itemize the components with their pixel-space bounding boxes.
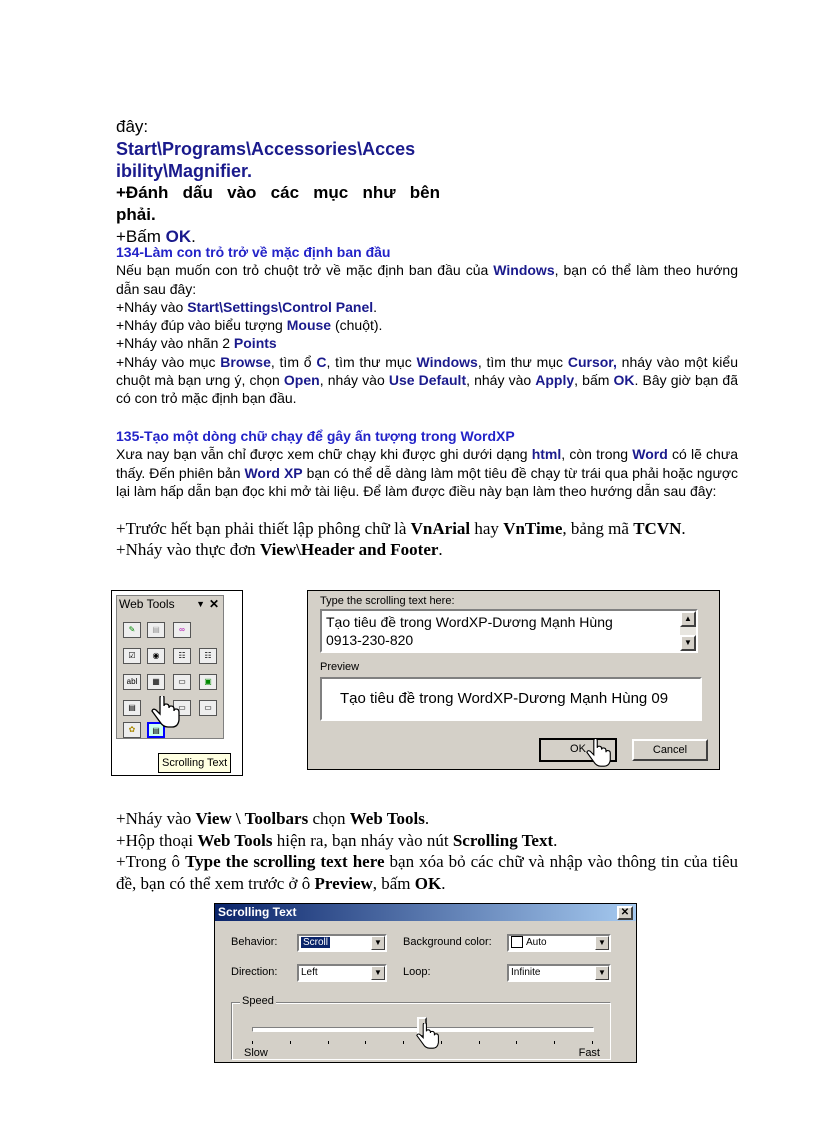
serif-steps-2 (116, 808, 738, 894)
dropdown-arrow-icon[interactable]: ▼ (196, 599, 205, 609)
list-item: +Nháy vào Start\Settings\Control Panel. (116, 298, 378, 315)
section-heading: 135-Tạo một dòng chữ chạy để gây ấn tượng trong WordXP (116, 428, 515, 444)
direction-select[interactable]: Left ▼ (297, 964, 387, 982)
ok-button[interactable]: OK (540, 739, 616, 761)
textbox-icon[interactable]: abl (123, 674, 141, 690)
list-item: +Nháy vào nhãn 2 Points (116, 335, 277, 352)
path-line: ibility\Magnifier. (116, 161, 253, 181)
image-submit-icon[interactable]: ▣ (199, 674, 217, 690)
hand-cursor-icon (151, 696, 181, 730)
speed-tick (365, 1041, 366, 1044)
speed-tick (328, 1041, 329, 1044)
loop-select[interactable]: Infinite ▼ (507, 964, 611, 982)
properties-icon[interactable]: ▤ (147, 622, 165, 638)
loop-label: Loop: (403, 966, 431, 978)
scrolling-text-dialog (214, 903, 637, 1063)
cancel-button[interactable]: Cancel (632, 739, 708, 761)
dialog-title: Scrolling Text ✕ (215, 904, 636, 921)
serif-steps-1 (116, 518, 738, 560)
speed-tick (592, 1041, 593, 1044)
background-color-label: Background color: (403, 936, 492, 948)
text-line: phải. (116, 205, 156, 224)
paragraph: Xưa nay bạn vẫn chỉ được xem chữ chạy khi được ghi dưới dạng html, còn trong Word có lẽ chưa thấy. Đến phiên bản Word XP bạn có thể dễ dàng làm một tiêu đề chạy từ trái qua phải hoặc ngược lại làm hấp dẫn bạn đọc khi mở tài liệu. Để làm được điều này bạn làm theo hướng dẫn sau đây: (116, 446, 739, 499)
behavior-label: Behavior: (231, 936, 278, 948)
reset-icon[interactable]: ▤ (123, 700, 141, 716)
slow-label: Slow (244, 1047, 268, 1059)
step-line: +Trước hết bạn phải thiết lập phông chữ là VnArial hay VnTime, bảng mã TCVN. (116, 519, 686, 538)
hand-cursor-icon (586, 739, 612, 769)
speed-tick (554, 1041, 555, 1044)
movie-icon[interactable]: ✿ (123, 722, 141, 738)
password-icon[interactable]: ▭ (199, 700, 217, 716)
path-line: Start\Programs\Accessories\Acces (116, 139, 416, 159)
background-color-select[interactable]: Auto ▼ (507, 934, 611, 952)
list-item: +Nháy vào mục Browse, tìm ổ C, tìm thư mục Windows, tìm thư mục Cursor, nháy vào một kiểu chuột mà bạn ưng ý, chọn Open, nháy vào Use Default, nháy vào Apply, bấm OK. Bây giờ bạn đã có con trỏ mặc định bạn đầu. (116, 353, 738, 407)
close-icon[interactable]: ✕ (208, 597, 219, 611)
preview-label: Preview (320, 661, 360, 673)
webtools-title: Web Tools ▼ ✕ (119, 597, 219, 611)
webtools-toolbar (116, 595, 224, 739)
type-text-label: Type the scrolling text here: (320, 595, 455, 607)
text-line: đây: (116, 117, 149, 136)
speed-tick (516, 1041, 517, 1044)
script-icon[interactable]: ∞ (173, 622, 191, 638)
paragraph: Nếu bạn muốn con trỏ chuột trở về mặc định ban đầu của Windows, bạn có thể làm theo hướng dẫn sau đây: (116, 262, 738, 297)
scroll-down-icon[interactable]: ▼ (680, 635, 696, 651)
section-134 (116, 243, 738, 408)
speed-tick (479, 1041, 480, 1044)
hand-cursor-icon (416, 1023, 440, 1051)
scroll-up-icon[interactable]: ▲ (680, 611, 696, 627)
fast-label: Fast (578, 1047, 600, 1059)
textarea-icon[interactable]: ▦ (147, 674, 165, 690)
checkbox-icon[interactable]: ☑ (123, 648, 141, 664)
scroll-text-entry-dialog (307, 590, 720, 770)
close-button[interactable]: ✕ (617, 906, 633, 920)
dropdown-box-icon[interactable]: ☷ (173, 648, 191, 664)
hidden-icon[interactable]: ▭ (173, 700, 191, 716)
list-box-icon[interactable]: ☷ (199, 648, 217, 664)
chevron-down-icon[interactable]: ▼ (371, 966, 385, 980)
text-line: +Bấm OK. (116, 227, 196, 246)
scrollbar[interactable] (680, 611, 696, 651)
step-line: +Nháy vào thực đơn View\Header and Footer. (116, 540, 443, 559)
text-line: +Đánh dấu vào các mục như bên (116, 183, 440, 202)
preview-box: Tạo tiêu đề trong WordXP-Dương Mạnh Hùng 09 (320, 677, 702, 721)
chevron-down-icon[interactable]: ▼ (371, 936, 385, 950)
color-swatch (511, 936, 523, 948)
scrolling-text-icon[interactable]: ▤ (147, 722, 165, 738)
list-item: +Nháy đúp vào biểu tượng Mouse (chuột). (116, 317, 383, 334)
speed-tick (252, 1041, 253, 1044)
section-135 (116, 427, 738, 500)
speed-label: Speed (242, 995, 274, 1007)
design-mode-icon[interactable]: ✎ (123, 622, 141, 638)
chevron-down-icon[interactable]: ▼ (595, 936, 609, 950)
speed-group (231, 995, 611, 1060)
scroll-text-textarea[interactable]: Tạo tiêu đề trong WordXP-Dương Mạnh Hùng 0913-230-820 ▲ ▼ (320, 609, 698, 653)
speed-tick (441, 1041, 442, 1044)
speed-tick (403, 1041, 404, 1044)
section-heading: 134-Làm con trỏ trở về mặc định ban đầu (116, 244, 391, 260)
webtools-screenshot (111, 590, 243, 776)
speed-tick (290, 1041, 291, 1044)
submit-icon[interactable]: ▭ (173, 674, 191, 690)
chevron-down-icon[interactable]: ▼ (595, 966, 609, 980)
tooltip: Scrolling Text (158, 753, 231, 773)
step-line: +Trong ô Type the scrolling text here bạn xóa bỏ các chữ và nhập vào thông tin của tiêu đề, bạn có thể xem trước ở ô Preview, bấm OK. (116, 852, 738, 893)
behavior-select[interactable]: Scroll ▼ (297, 934, 387, 952)
option-button-icon[interactable]: ◉ (147, 648, 165, 664)
direction-label: Direction: (231, 966, 278, 978)
top-block (116, 116, 440, 248)
step-line: +Nháy vào View \ Toolbars chọn Web Tools. (116, 809, 430, 828)
step-line: +Hộp thoại Web Tools hiện ra, bạn nháy vào nút Scrolling Text. (116, 830, 558, 850)
